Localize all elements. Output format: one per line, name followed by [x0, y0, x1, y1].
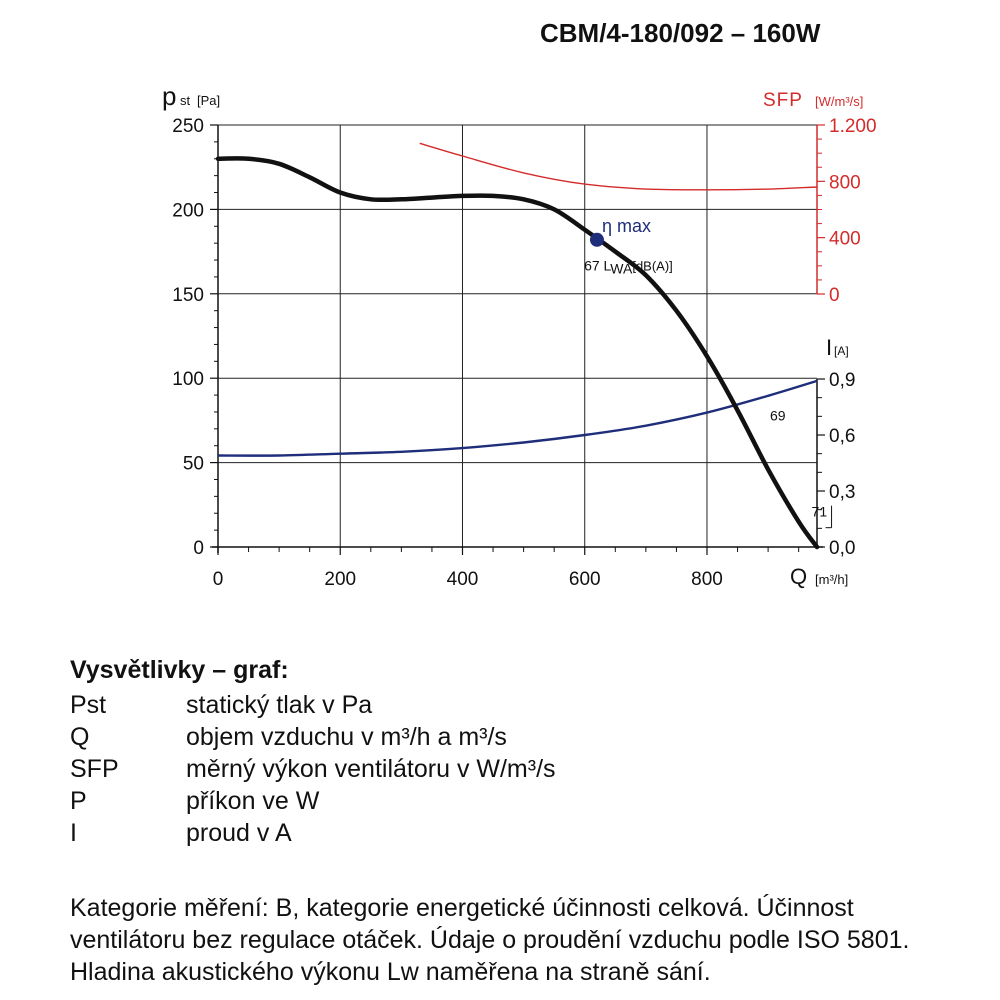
legend-desc: proud v A: [186, 819, 292, 847]
x-tick-label: 800: [691, 569, 723, 590]
sound-level-label: 71: [811, 503, 828, 520]
current-tick-label: 0,3: [829, 482, 856, 503]
legend-row: [70, 817, 950, 849]
sfp-tick-label: 400: [829, 228, 861, 250]
sfp-tick-label: 1.200: [829, 116, 877, 137]
y-tick-label: 150: [172, 284, 204, 306]
current-tick-label: 0,9: [829, 370, 856, 391]
current-tick-label: 0,6: [829, 426, 856, 447]
legend-abbr: Pst: [70, 691, 107, 719]
legend-row: [70, 689, 950, 721]
legend-abbr: SFP: [70, 755, 119, 783]
legend-desc: příkon ve W: [186, 787, 320, 815]
y-axis-left-unit: [Pa]: [197, 93, 221, 108]
y-axis-left-label-sub: st: [180, 93, 191, 108]
sound-level-label: 69: [769, 407, 786, 424]
eta-max-label: η max: [601, 215, 651, 236]
series-sfp-line: [420, 143, 817, 190]
legend-abbr: Q: [70, 723, 90, 751]
legend-desc: měrný výkon ventilátoru v W/m³/s: [186, 755, 556, 783]
series-pressure-line: [218, 158, 817, 547]
legend-row: [70, 721, 950, 753]
x-axis-unit: [m³/h]: [815, 572, 849, 587]
legend-row: [70, 753, 950, 785]
legend-desc: objem vzduchu v m³/h a m³/s: [186, 723, 507, 751]
y-tick-label: 0: [193, 538, 204, 559]
legend-row: [70, 785, 950, 817]
current-tick-label: 0,0: [829, 538, 856, 559]
legend: [70, 656, 950, 849]
y-axis-current-label: I: [826, 335, 833, 360]
y-axis-sfp-label: SFP: [763, 90, 803, 111]
sfp-tick-label: 0: [829, 285, 840, 306]
legend-heading: Vysvětlivky – graf:: [70, 656, 289, 684]
measurement-note: Kategorie měření: B, kategorie energetické účinnosti celková. Účinnost ventilátoru bez regulace otáček. Údaje o proudění vzduchu podle ISO 5801. Hladina akustického výkonu Lw naměřena na straně sání.: [70, 894, 910, 986]
legend-abbr: I: [70, 819, 77, 847]
y-tick-label: 250: [172, 116, 204, 137]
x-axis-label: Q: [790, 564, 808, 589]
y-axis-sfp-unit: [W/m³/s]: [815, 94, 864, 109]
x-tick-label: 400: [446, 569, 479, 590]
y-tick-label: 200: [172, 200, 204, 222]
y-tick-label: 50: [182, 453, 204, 475]
x-tick-label: 200: [324, 569, 357, 590]
legend-desc: statický tlak v Pa: [186, 691, 373, 719]
chart-title: CBM/4-180/092 – 160W: [540, 18, 821, 48]
sfp-tick-label: 800: [829, 172, 861, 194]
x-tick-label: 600: [568, 569, 601, 590]
y-axis-left-label: p: [162, 81, 177, 111]
y-axis-current-unit: [A]: [834, 344, 849, 358]
x-tick-label: 0: [212, 569, 224, 590]
y-tick-label: 100: [172, 369, 204, 391]
sound-level-label: 67 LWA[dB(A)]: [584, 257, 673, 277]
legend-abbr: P: [70, 787, 87, 815]
